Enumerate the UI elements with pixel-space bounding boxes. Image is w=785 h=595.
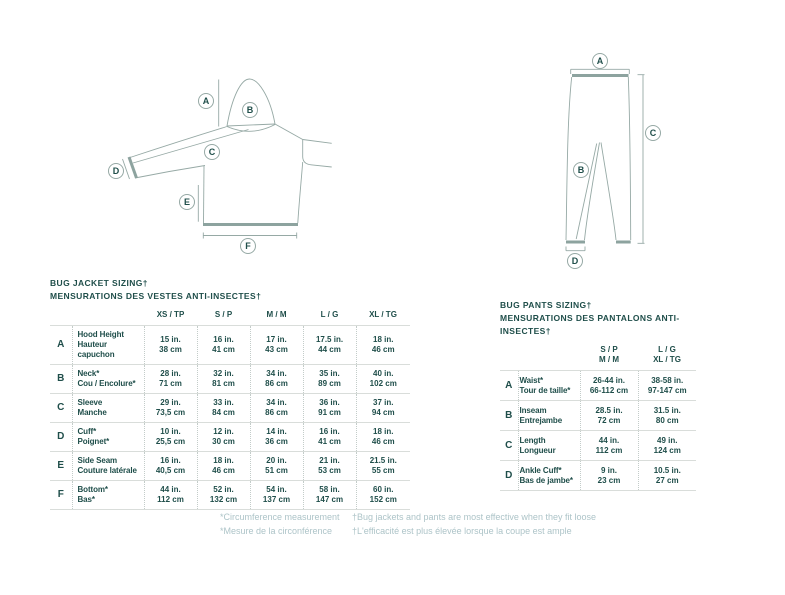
row-letter: C bbox=[500, 431, 518, 461]
footnote-line-en: *Circumference measurement bbox=[220, 512, 340, 522]
value-cm: 102 cm bbox=[369, 379, 397, 388]
value-cm: 81 cm bbox=[212, 379, 235, 388]
table-row bbox=[500, 431, 696, 461]
value-in: 54 in. bbox=[266, 485, 287, 494]
value-in: 20 in. bbox=[266, 456, 287, 465]
value-in: 49 in. bbox=[657, 435, 678, 445]
value-cm: 80 cm bbox=[655, 415, 679, 425]
jacket-marker-f: F bbox=[240, 238, 256, 254]
size-cell bbox=[250, 326, 303, 365]
size-cell bbox=[303, 481, 356, 510]
body-left-path bbox=[204, 166, 205, 223]
row-label-en: Hood Height bbox=[77, 330, 124, 339]
row-letter: F bbox=[50, 481, 72, 510]
value-cm: 46 cm bbox=[371, 437, 395, 446]
value-cm: 27 cm bbox=[655, 475, 679, 485]
row-label bbox=[518, 431, 580, 461]
value-in: 9 in. bbox=[600, 465, 617, 475]
value-in: 10.5 in. bbox=[653, 465, 681, 475]
table-row bbox=[50, 326, 410, 365]
row-label-fr: Hauteur capuchon bbox=[77, 340, 115, 359]
value-cm: 97-147 cm bbox=[647, 385, 687, 395]
size-cell bbox=[638, 371, 696, 401]
size-header-line: XL / TG bbox=[653, 355, 681, 364]
value-cm: 36 cm bbox=[265, 437, 288, 446]
value-in: 28.5 in. bbox=[595, 405, 623, 415]
right-outer-leg-path bbox=[628, 77, 630, 240]
size-cell bbox=[250, 394, 303, 423]
row-label bbox=[72, 452, 144, 481]
value-cm: 51 cm bbox=[265, 466, 288, 475]
row-letter: B bbox=[500, 401, 518, 431]
pants-marker-d: D bbox=[567, 253, 583, 269]
value-in: 17 in. bbox=[266, 335, 287, 344]
cuff-bar bbox=[129, 157, 137, 178]
jacket-sizing-table bbox=[50, 310, 410, 510]
value-cm: 91 cm bbox=[318, 408, 341, 417]
size-header: S / P bbox=[214, 310, 233, 319]
row-label bbox=[72, 394, 144, 423]
row-label bbox=[72, 423, 144, 452]
row-label-fr: Longueur bbox=[519, 445, 556, 455]
jacket-marker-e: E bbox=[179, 194, 195, 210]
pants-marker-c: C bbox=[645, 125, 661, 141]
row-letter: A bbox=[50, 326, 72, 365]
value-in: 16 in. bbox=[160, 456, 181, 465]
value-cm: 112 cm bbox=[157, 495, 184, 504]
value-in: 16 in. bbox=[213, 335, 234, 344]
value-cm: 38 cm bbox=[159, 345, 182, 354]
value-cm: 23 cm bbox=[597, 475, 621, 485]
value-in: 33 in. bbox=[213, 398, 234, 407]
value-in: 21.5 in. bbox=[369, 456, 397, 465]
value-cm: 72 cm bbox=[597, 415, 621, 425]
size-cell bbox=[144, 365, 197, 394]
pants-marker-a: A bbox=[592, 53, 608, 69]
right-inner-leg-path bbox=[601, 143, 616, 241]
table-row bbox=[50, 423, 410, 452]
value-cm: 89 cm bbox=[318, 379, 341, 388]
value-cm: 43 cm bbox=[265, 345, 288, 354]
jacket-size-header-row bbox=[50, 310, 410, 326]
value-cm: 124 cm bbox=[653, 445, 681, 455]
size-cell bbox=[638, 431, 696, 461]
size-cell bbox=[356, 365, 410, 394]
pants-size-header-row bbox=[500, 345, 696, 371]
value-cm: 53 cm bbox=[318, 466, 341, 475]
row-label-en: Cuff* bbox=[77, 427, 97, 436]
size-cell bbox=[197, 481, 250, 510]
jacket-title-en: BUG JACKET SIZING† bbox=[50, 278, 148, 288]
size-header: XL / TG bbox=[369, 310, 397, 319]
row-label bbox=[72, 326, 144, 365]
value-in: 17.5 in. bbox=[315, 335, 344, 344]
value-in: 16 in. bbox=[319, 427, 340, 436]
row-label-en: Length bbox=[519, 435, 546, 445]
size-cell bbox=[250, 481, 303, 510]
value-in: 31.5 in. bbox=[653, 405, 681, 415]
value-in: 40 in. bbox=[373, 369, 394, 378]
table-row bbox=[50, 452, 410, 481]
right-shoulder-path bbox=[275, 124, 303, 140]
size-cell bbox=[356, 481, 410, 510]
value-in: 29 in. bbox=[160, 398, 181, 407]
value-in: 44 in. bbox=[598, 435, 620, 445]
table-row bbox=[500, 401, 696, 431]
size-cell bbox=[197, 394, 250, 423]
value-cm: 40,5 cm bbox=[155, 466, 186, 475]
size-cell bbox=[356, 394, 410, 423]
size-cell bbox=[250, 452, 303, 481]
value-in: 35 in. bbox=[319, 369, 340, 378]
size-header bbox=[638, 345, 696, 371]
size-cell bbox=[144, 452, 197, 481]
size-cell bbox=[197, 365, 250, 394]
body-right-path bbox=[298, 162, 303, 223]
pants-outline bbox=[566, 69, 645, 250]
jacket-marker-a: A bbox=[198, 93, 214, 109]
size-cell bbox=[250, 365, 303, 394]
value-in: 58 in. bbox=[319, 485, 340, 494]
value-in: 18 in. bbox=[373, 335, 394, 344]
value-in: 44 in. bbox=[160, 485, 181, 494]
value-cm: 94 cm bbox=[371, 408, 395, 417]
ankle-measure-bracket bbox=[566, 247, 585, 251]
size-header: M / M bbox=[266, 310, 287, 319]
size-cell bbox=[638, 461, 696, 491]
size-cell bbox=[580, 431, 638, 461]
size-cell bbox=[144, 326, 197, 365]
value-cm: 46 cm bbox=[371, 345, 395, 354]
size-cell bbox=[144, 394, 197, 423]
size-cell bbox=[303, 452, 356, 481]
value-cm: 66-112 cm bbox=[589, 385, 629, 395]
size-cell bbox=[580, 371, 638, 401]
size-header: L / G bbox=[320, 310, 339, 319]
footnote-line-fr: †L'efficacité est plus élevée lorsque la coupe est ample bbox=[352, 525, 572, 536]
value-in: 37 in. bbox=[373, 398, 394, 407]
size-cell bbox=[197, 452, 250, 481]
size-cell bbox=[303, 326, 356, 365]
size-cell bbox=[356, 326, 410, 365]
size-cell bbox=[144, 423, 197, 452]
size-header-line: M / M bbox=[599, 355, 619, 364]
size-header-line: L / G bbox=[658, 345, 676, 354]
value-in: 18 in. bbox=[213, 456, 234, 465]
value-in: 32 in. bbox=[213, 369, 234, 378]
row-letter: D bbox=[500, 461, 518, 491]
row-label-en: Ankle Cuff* bbox=[519, 465, 562, 475]
row-label-en: Bottom* bbox=[77, 485, 108, 494]
row-label-fr: Poignet* bbox=[77, 437, 110, 446]
value-cm: 25,5 cm bbox=[155, 437, 186, 446]
value-in: 26-44 in. bbox=[592, 375, 625, 385]
size-header bbox=[580, 345, 638, 371]
value-in: 36 in. bbox=[319, 398, 340, 407]
value-in: 52 in. bbox=[213, 485, 234, 494]
value-in: 60 in. bbox=[373, 485, 394, 494]
footnote-line-fr: *Mesure de la circonférence bbox=[220, 525, 333, 536]
value-cm: 71 cm bbox=[159, 379, 182, 388]
value-cm: 73,5 cm bbox=[155, 408, 186, 417]
sleeve-measure-line bbox=[133, 130, 249, 164]
value-cm: 132 cm bbox=[209, 495, 238, 504]
row-label-en: Sleeve bbox=[77, 398, 103, 407]
right-armpit-path bbox=[303, 140, 332, 168]
value-cm: 41 cm bbox=[212, 345, 235, 354]
value-in: 14 in. bbox=[266, 427, 287, 436]
row-letter: A bbox=[500, 371, 518, 401]
left-outer-leg-path bbox=[566, 77, 572, 240]
table-row bbox=[500, 461, 696, 491]
table-row bbox=[50, 394, 410, 423]
size-header-line: S / P bbox=[600, 345, 618, 354]
row-label-en: Waist* bbox=[519, 375, 544, 385]
value-in: 15 in. bbox=[160, 335, 181, 344]
row-label-fr: Bas* bbox=[77, 495, 95, 504]
waist-measure-bracket bbox=[571, 69, 630, 74]
length-measure-line bbox=[638, 75, 645, 244]
size-cell bbox=[356, 452, 410, 481]
pants-title-fr: MENSURATIONS DES PANTALONS ANTI-INSECTES† bbox=[500, 313, 680, 336]
pants-title-en: BUG PANTS SIZING† bbox=[500, 300, 592, 310]
jacket-outline bbox=[123, 79, 332, 239]
value-cm: 84 cm bbox=[212, 408, 235, 417]
value-cm: 44 cm bbox=[318, 345, 341, 354]
pants-sizing-table bbox=[500, 345, 696, 491]
size-cell bbox=[144, 481, 197, 510]
row-letter: C bbox=[50, 394, 72, 423]
jacket-title-fr: MENSURATIONS DES VESTES ANTI-INSECTES† bbox=[50, 291, 262, 301]
size-cell bbox=[303, 394, 356, 423]
neckline-path bbox=[227, 124, 275, 126]
row-label-fr: Tour de taille* bbox=[519, 385, 571, 395]
size-cell bbox=[197, 423, 250, 452]
size-cell bbox=[197, 326, 250, 365]
table-row bbox=[50, 481, 410, 510]
value-in: 12 in. bbox=[213, 427, 234, 436]
footnote-fit-loose bbox=[352, 511, 596, 538]
value-cm: 137 cm bbox=[262, 495, 291, 504]
table-row bbox=[500, 371, 696, 401]
row-label-fr: Entrejambe bbox=[519, 415, 563, 425]
pants-marker-b: B bbox=[573, 162, 589, 178]
row-letter: B bbox=[50, 365, 72, 394]
size-cell bbox=[580, 401, 638, 431]
value-cm: 46 cm bbox=[212, 466, 235, 475]
value-in: 10 in. bbox=[160, 427, 181, 436]
pants-sizing-section bbox=[500, 299, 698, 491]
value-in: 34 in. bbox=[266, 398, 287, 407]
row-label-fr: Cou / Encolure* bbox=[77, 379, 136, 388]
row-label-fr: Manche bbox=[77, 408, 107, 417]
jacket-marker-b: B bbox=[242, 102, 258, 118]
jacket-marker-d: D bbox=[108, 163, 124, 179]
row-label bbox=[72, 365, 144, 394]
row-letter: E bbox=[50, 452, 72, 481]
size-cell bbox=[303, 365, 356, 394]
value-in: 18 in. bbox=[373, 427, 394, 436]
value-in: 21 in. bbox=[319, 456, 340, 465]
size-cell bbox=[356, 423, 410, 452]
size-cell bbox=[580, 461, 638, 491]
value-cm: 147 cm bbox=[315, 495, 344, 504]
row-label bbox=[518, 461, 580, 491]
footnote-line-en: †Bug jackets and pants are most effective when they fit loose bbox=[352, 512, 596, 522]
value-cm: 86 cm bbox=[265, 408, 288, 417]
size-cell bbox=[250, 423, 303, 452]
row-label-fr: Bas de jambe* bbox=[519, 475, 573, 485]
row-label-en: Inseam bbox=[519, 405, 547, 415]
left-sleeve-bottom-path bbox=[135, 166, 205, 179]
value-in: 28 in. bbox=[160, 369, 181, 378]
value-cm: 55 cm bbox=[371, 466, 395, 475]
row-label bbox=[518, 371, 580, 401]
row-label bbox=[72, 481, 144, 510]
jacket-marker-c: C bbox=[204, 144, 220, 160]
value-cm: 112 cm bbox=[595, 445, 623, 455]
size-cell bbox=[638, 401, 696, 431]
size-cell bbox=[303, 423, 356, 452]
value-cm: 86 cm bbox=[265, 379, 288, 388]
row-letter: D bbox=[50, 423, 72, 452]
value-cm: 41 cm bbox=[318, 437, 341, 446]
footnote-circumference bbox=[220, 511, 340, 538]
row-label-en: Neck* bbox=[77, 369, 100, 378]
value-cm: 30 cm bbox=[212, 437, 235, 446]
right-sleeve-top-path bbox=[303, 140, 332, 144]
value-cm: 152 cm bbox=[369, 495, 397, 504]
size-header: XS / TP bbox=[156, 310, 185, 319]
row-label-en: Side Seam bbox=[77, 456, 118, 465]
jacket-sizing-section bbox=[50, 277, 412, 510]
row-label bbox=[518, 401, 580, 431]
value-in: 38-58 in. bbox=[651, 375, 684, 385]
row-label-fr: Couture latérale bbox=[77, 466, 137, 475]
value-in: 34 in. bbox=[266, 369, 287, 378]
table-row bbox=[50, 365, 410, 394]
